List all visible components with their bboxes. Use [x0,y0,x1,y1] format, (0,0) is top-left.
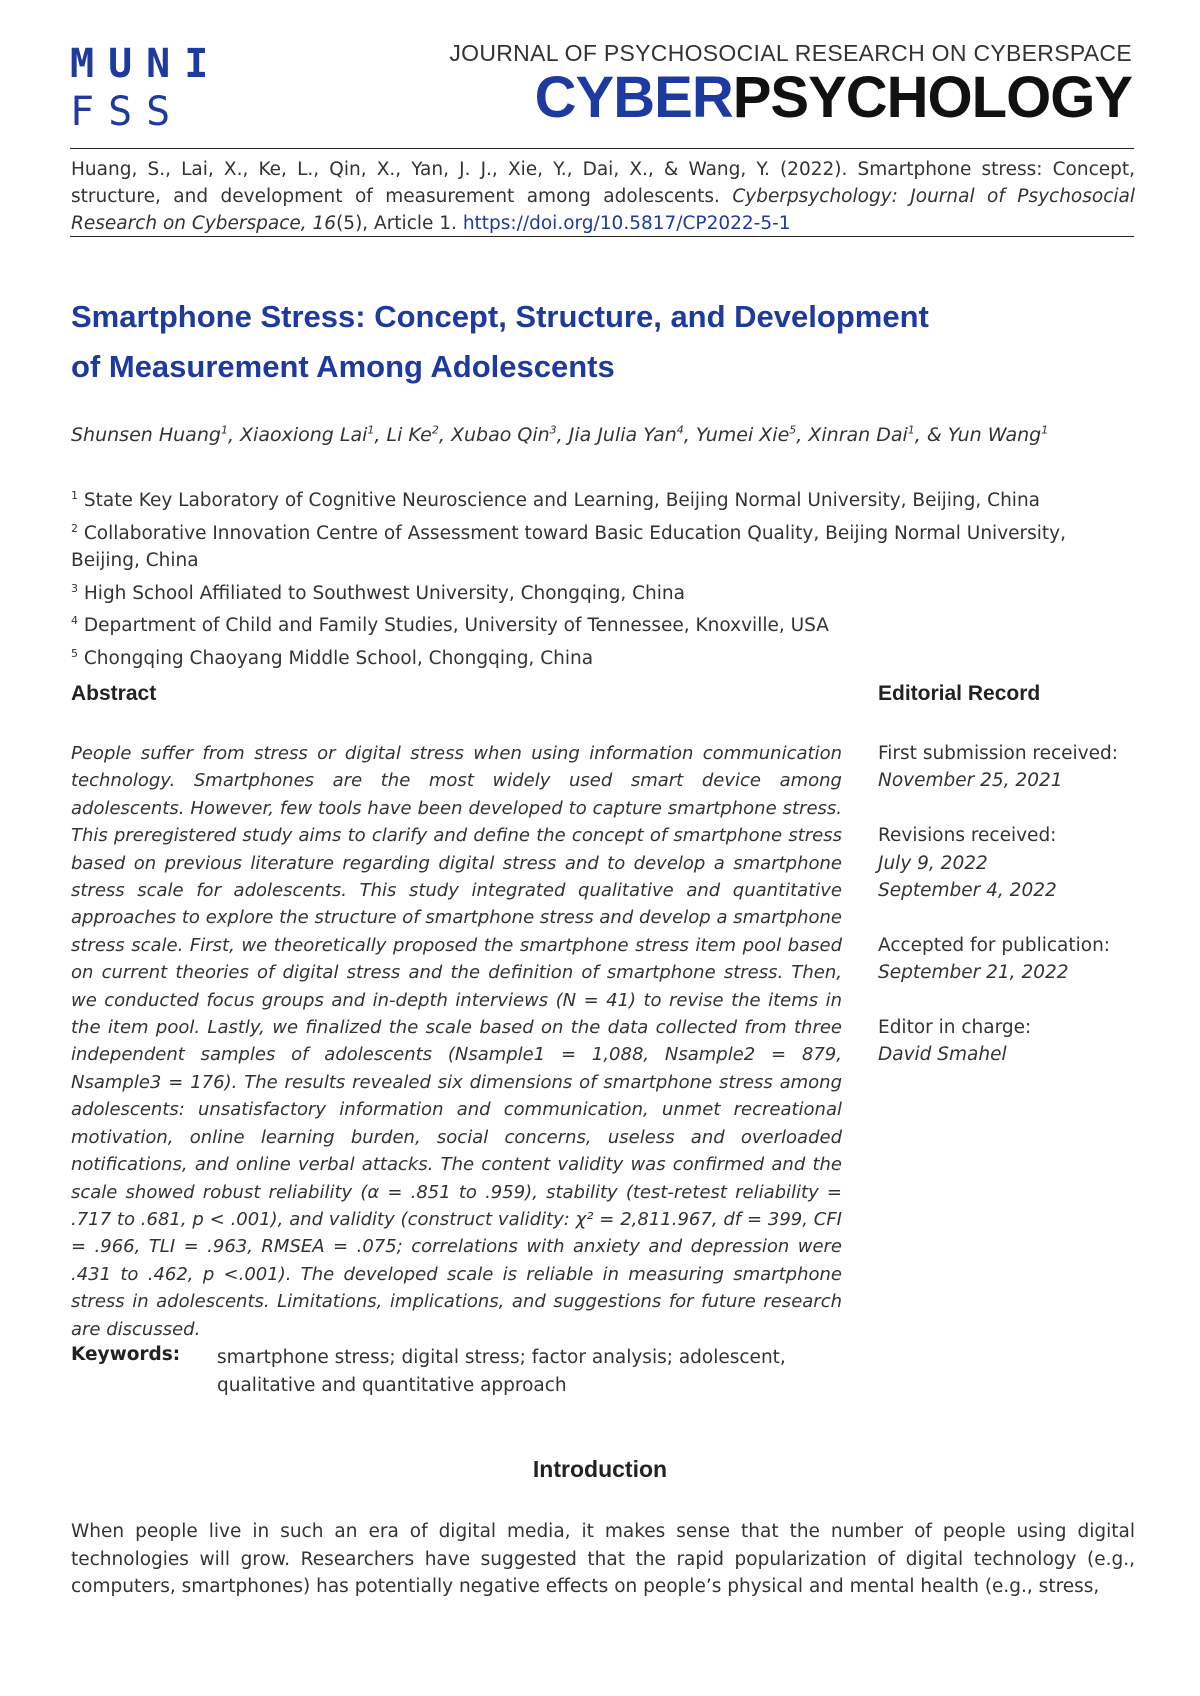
author [569,424,684,446]
affiliation-text: Chongqing Chaoyang Middle School, Chongqing, China [83,648,594,670]
author-affiliation-mark: 1 [220,424,228,437]
affiliation-text: Collaborative Innovation Centre of Assessment toward Basic Education Quality, Beijing Normal University, [83,522,1066,544]
editorial-record [878,740,1168,1096]
author-affiliation-mark: 4 [676,424,684,437]
author-name: Li Ke [386,424,432,447]
author [808,424,914,446]
article-title [71,292,971,392]
author [71,424,228,446]
affiliation-number: 3 [71,581,78,595]
journal-subtitle: JOURNAL OF PSYCHOSOCIAL RESEARCH ON CYBERSPACE [449,40,1132,66]
abstract-heading: Abstract [71,682,157,705]
author-name: Yumei Xie [695,424,790,447]
author [451,424,557,446]
author-affiliation-mark: 1 [1041,424,1049,437]
logo-line-fss: FSS [70,89,185,135]
affiliation-text: High School Affiliated to Southwest University, Chongqing, China [83,582,685,604]
header-rule-top [70,148,1134,149]
author-name: Xubao Qin [450,424,550,447]
editorial-value: September 21, 2022 [878,962,1069,984]
introduction-paragraph: When people live in such an era of digital media, it makes sense that the number of people using digital technologies will grow. Researchers have suggested that the rapid popularization of digital technology (e.g., computers, smartphones) has potentially negative effects on people’s physical and mental health (e.g., stress, [71,1521,1135,1597]
affiliation-list [71,482,1071,673]
editorial-value: David Smahel [878,1044,1007,1066]
author-name: Jia Julia Yan [568,424,677,447]
author-name: & Yun Wang [926,424,1042,447]
author-affiliation-mark: 5 [789,424,797,437]
logo-line-muni: MUNI [70,41,223,87]
author-list: Shunsen Huang$^1$, Xiaoxiong Lai$^1$, Li Ke$^2$, Xubao Qin$^3$, Jia Julia Yan$^4$, Yumei Xie$^5$, Xinran Dai$^1$, & Yun Wang$^1$ [71,424,1049,447]
journal-masthead [449,40,1132,129]
editorial-label: First submission received: [878,743,1119,764]
author [927,424,1048,446]
keywords-label: Keywords: [71,1344,181,1365]
author-affiliation-mark: 3 [549,424,557,437]
editorial-value: November 25, 2021 [878,770,1063,792]
affiliation-number: 1 [71,489,78,502]
author [386,424,438,446]
editorial-heading: Editorial Record [878,682,1041,705]
introduction-heading-row [0,1456,1200,1483]
affiliation-item [71,640,1071,673]
title-line-1: Smartphone Stress: Concept, Structure, and Development [71,299,929,334]
author-name: Xiaoxiong Lai [240,424,368,447]
affiliation-number: 5 [71,647,78,661]
abstract-text: People suffer from stress or digital stress when using information communication technology. Smartphones are the most widely used smart device among adolescents. However, few tools have been developed to capture smartphone stress. This preregistered study aims to clarify and define the concept of smartphone stress based on previous literature regarding digital stress and to develop a smartphone stress scale for adolescents. This study integrated qualitative and quantitative approaches to explore the structure of smartphone stress and develop a smartphone stress scale. First, we theoretically proposed the smartphone stress item pool based on current theories of digital stress and the definition of smartphone stress. Then, we conducted focus groups and in-depth interviews (N = 41) to revise the items in the item pool. Lastly, we finalized the scale based on the data collected from three independent samples of adolescents (Nsample1 = 1,088, Nsample2 = 879, Nsample3 = 176). The results revealed six dimensions of smartphone stress among adolescents: unsatisfactory information and communication, unmet recreational motivation, online learning burden, social concerns, useless and overloaded notifications, and online verbal attacks. The content validity was confirmed and the scale showed robust reliability (α = .851 to .959), stability (test-retest reliability = .717 to .681, p < .001), and validity (construct validity: χ² = 2,811.967, df = 399, CFI = .966, TLI = .963, RMSEA = .075; correlations with anxiety and depression were .431 to .462, p <.001). The developed scale is reliable in measuring smartphone stress in adolescents. Limitations, implications, and suggestions for future research are discussed. [71,743,842,1340]
author-affiliation-mark: 1 [367,424,375,437]
affiliation-text: Beijing, China [71,550,199,572]
keywords-text: smartphone stress; digital stress; factor analysis; adolescent, qualitative and quantitative approach [217,1347,786,1396]
editorial-value: September 4, 2022 [878,880,1057,902]
editorial-entry [878,932,1168,987]
editorial-label: Accepted for publication: [878,934,1111,956]
author-name: Xinran Dai [808,424,908,447]
affiliation-number: 2 [71,521,78,535]
doi-link[interactable]: https://doi.org/10.5817/CP2022-5-1 [462,213,791,234]
editorial-entry [878,740,1168,795]
editorial-entry [878,822,1168,904]
author-affiliation-mark: 2 [431,424,439,437]
affiliation-text: Department of Child and Family Studies, University of Tennessee, Knoxville, USA [83,615,829,637]
citation-issue: (5), Article 1. [336,213,463,234]
affiliation-text: State Key Laboratory of Cognitive Neuroscience and Learning, Beijing Normal University, Beijing, China [83,490,1041,512]
affiliation-number: 4 [71,614,78,628]
title-line-2: of Measurement Among Adolescents [71,349,615,384]
introduction-heading: Introduction [532,1456,668,1482]
journal-name [449,67,1132,129]
author [240,424,374,446]
citation-journal: Cyberpsychology: Journal of Psychosocial Research on Cyberspace, 16 [71,186,1135,234]
affiliation-item [71,607,1071,640]
editorial-value: July 9, 2022 [878,852,988,874]
header-rule-bottom [70,236,1134,237]
publisher-logo [70,40,222,136]
editorial-entry [878,1014,1168,1069]
citation-text: Huang, S., Lai, X., Ke, L., Qin, X., Yan, J. J., Xie, Y., Dai, X., & Wang, Y. (2022). Smartphone stress: Concept, structure, and development of measurement among adolescents. [71,159,1135,207]
citation [71,156,1135,237]
affiliation-item [71,547,1071,575]
editorial-label: Revisions received: [878,825,1057,847]
author [696,424,796,446]
author-name: Shunsen Huang [71,424,221,447]
author-affiliation-mark: 1 [907,424,915,437]
journal-name-part2: PSYCHOLOGY [732,65,1132,130]
journal-name-part1: CYBER [534,65,733,130]
affiliation-item [71,575,1071,608]
affiliation-item [71,482,1071,515]
editorial-label: Editor in charge: [878,1017,1032,1039]
affiliation-item [71,515,1071,548]
